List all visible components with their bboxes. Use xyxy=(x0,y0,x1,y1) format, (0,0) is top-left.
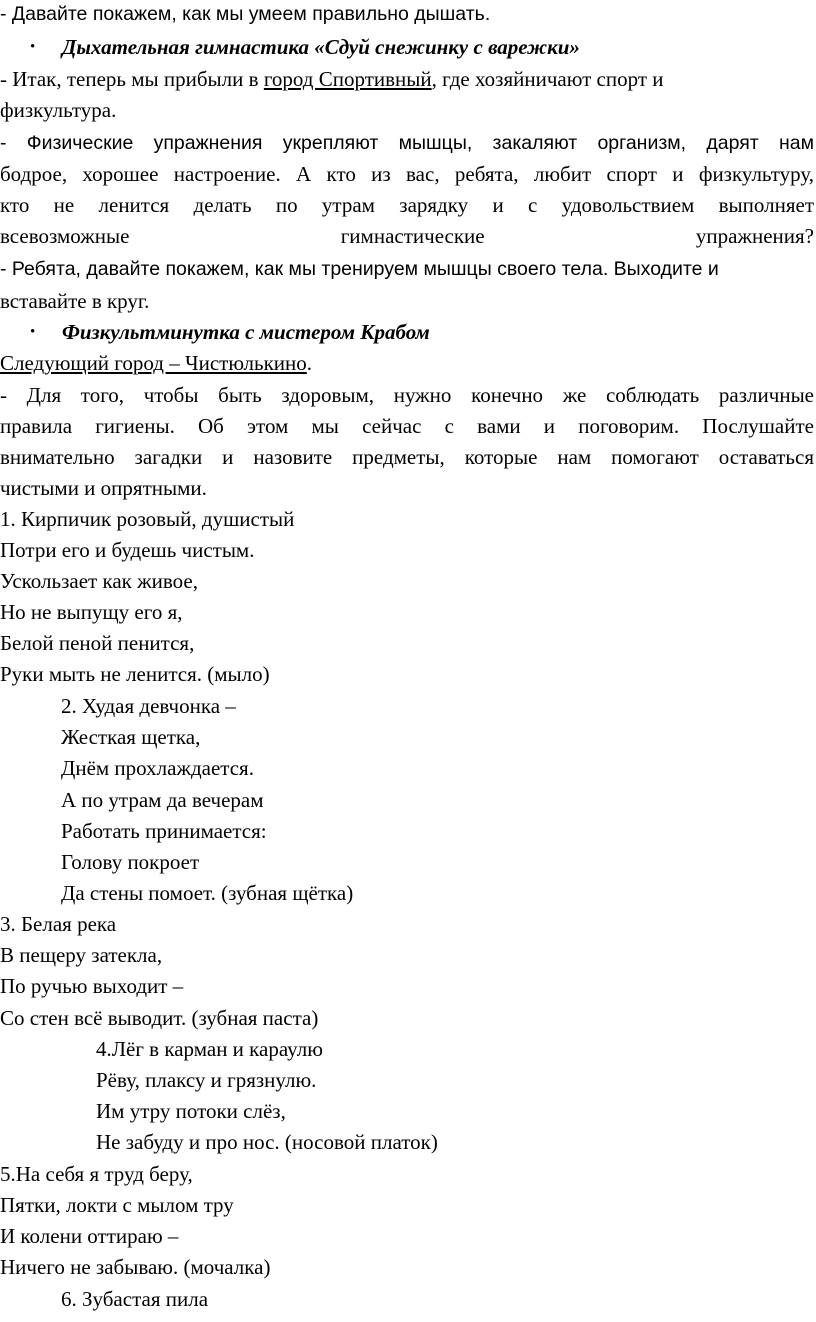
text-line: чистыми и опрятными. xyxy=(0,476,207,500)
riddle-line: Потри его и будешь чистым. xyxy=(0,538,255,562)
riddle-line: Им утру потоки слёз, xyxy=(96,1099,286,1123)
riddle-line: Ничего не забываю. (мочалка) xyxy=(0,1255,271,1279)
heading-text: Физкультминутка с мистером Крабом xyxy=(62,320,430,344)
riddle-line: Руки мыть не ленится. (мыло) xyxy=(0,662,270,686)
bullet-heading-breathing xyxy=(0,32,814,63)
riddle-line: В пещеру затекла, xyxy=(0,943,163,967)
riddle-line: Да стены помоет. (зубная щётка) xyxy=(61,881,354,905)
text-line: кто не ленится делать по утрам зарядку и с удовольствием выполняет xyxy=(0,193,814,217)
riddle-line: Но не выпущу его я, xyxy=(0,600,183,624)
riddle-line: Пятки, локти с мылом тру xyxy=(0,1193,234,1217)
riddle-line: 6. Зубастая пила xyxy=(61,1287,209,1311)
riddle-line: Работать принимается: xyxy=(61,819,267,843)
riddle-line: 4.Лёг в карман и караулю xyxy=(96,1037,323,1061)
riddle-line: По ручью выходит – xyxy=(0,974,184,998)
text-line: вставайте в круг. xyxy=(0,289,150,313)
riddle-line: А по утрам да вечерам xyxy=(61,788,264,812)
text-run: , где хозяйничают спорт и xyxy=(431,67,664,91)
riddle-line: Голову покроет xyxy=(61,850,200,874)
riddle-line: Белой пеной пенится, xyxy=(0,631,195,655)
riddle-line: Днём прохлаждается. xyxy=(61,756,254,780)
riddle-line: Жесткая щетка, xyxy=(61,725,201,749)
text-line: - Физические упражнения укрепляют мышцы, закаляют организм, дарят нам xyxy=(0,132,814,154)
heading-text: Дыхательная гимнастика «Сдуй снежинку с варежки» xyxy=(62,35,580,59)
bullet-icon: • xyxy=(30,324,36,340)
underlined-city-name: город Спортивный xyxy=(263,67,432,91)
riddle-line: 1. Кирпичик розовый, душистый xyxy=(0,507,295,531)
text-line: физкультура. xyxy=(0,98,117,122)
text-line: - Для того, чтобы быть здоровым, нужно конечно же соблюдать различные xyxy=(0,383,814,407)
text-line: - Ребята, давайте покажем, как мы тренируем мышцы своего тела. Выходите и xyxy=(0,258,719,280)
riddle-line: 2. Худая девчонка – xyxy=(61,694,236,718)
underlined-city-name: Следующий город – Чистюлькино xyxy=(0,351,307,375)
text-run: . xyxy=(306,351,313,375)
text-run: - Итак, теперь мы прибыли в xyxy=(0,67,264,91)
riddle-line: 5.На себя я труд беру, xyxy=(0,1162,193,1186)
text-line: - Давайте покажем, как мы умеем правильно дышать. xyxy=(0,3,491,25)
text-line: бодрое, хорошее настроение. А кто из вас, ребята, любит спорт и физкультуру, xyxy=(0,162,814,186)
text-line xyxy=(0,348,814,379)
text-line: всевозможные гимнастические упражнения? xyxy=(0,224,814,248)
riddle-line: Ускользает как живое, xyxy=(0,569,198,593)
bullet-heading-crab xyxy=(0,317,814,348)
text-line: внимательно загадки и назовите предметы, которые нам помогают оставаться xyxy=(0,445,814,469)
riddle-line: Рёву, плаксу и грязнулю. xyxy=(96,1068,317,1092)
riddle-line: Не забуду и про нос. (носовой платок) xyxy=(96,1130,438,1154)
text-line: правила гигиены. Об этом мы сейчас с вами и поговорим. Послушайте xyxy=(0,414,814,438)
riddle-line: Со стен всё выводит. (зубная паста) xyxy=(0,1006,319,1030)
riddle-line: 3. Белая река xyxy=(0,912,117,936)
riddle-line: И колени оттираю – xyxy=(0,1224,179,1248)
bullet-icon: • xyxy=(30,39,36,55)
text-line xyxy=(0,64,814,95)
